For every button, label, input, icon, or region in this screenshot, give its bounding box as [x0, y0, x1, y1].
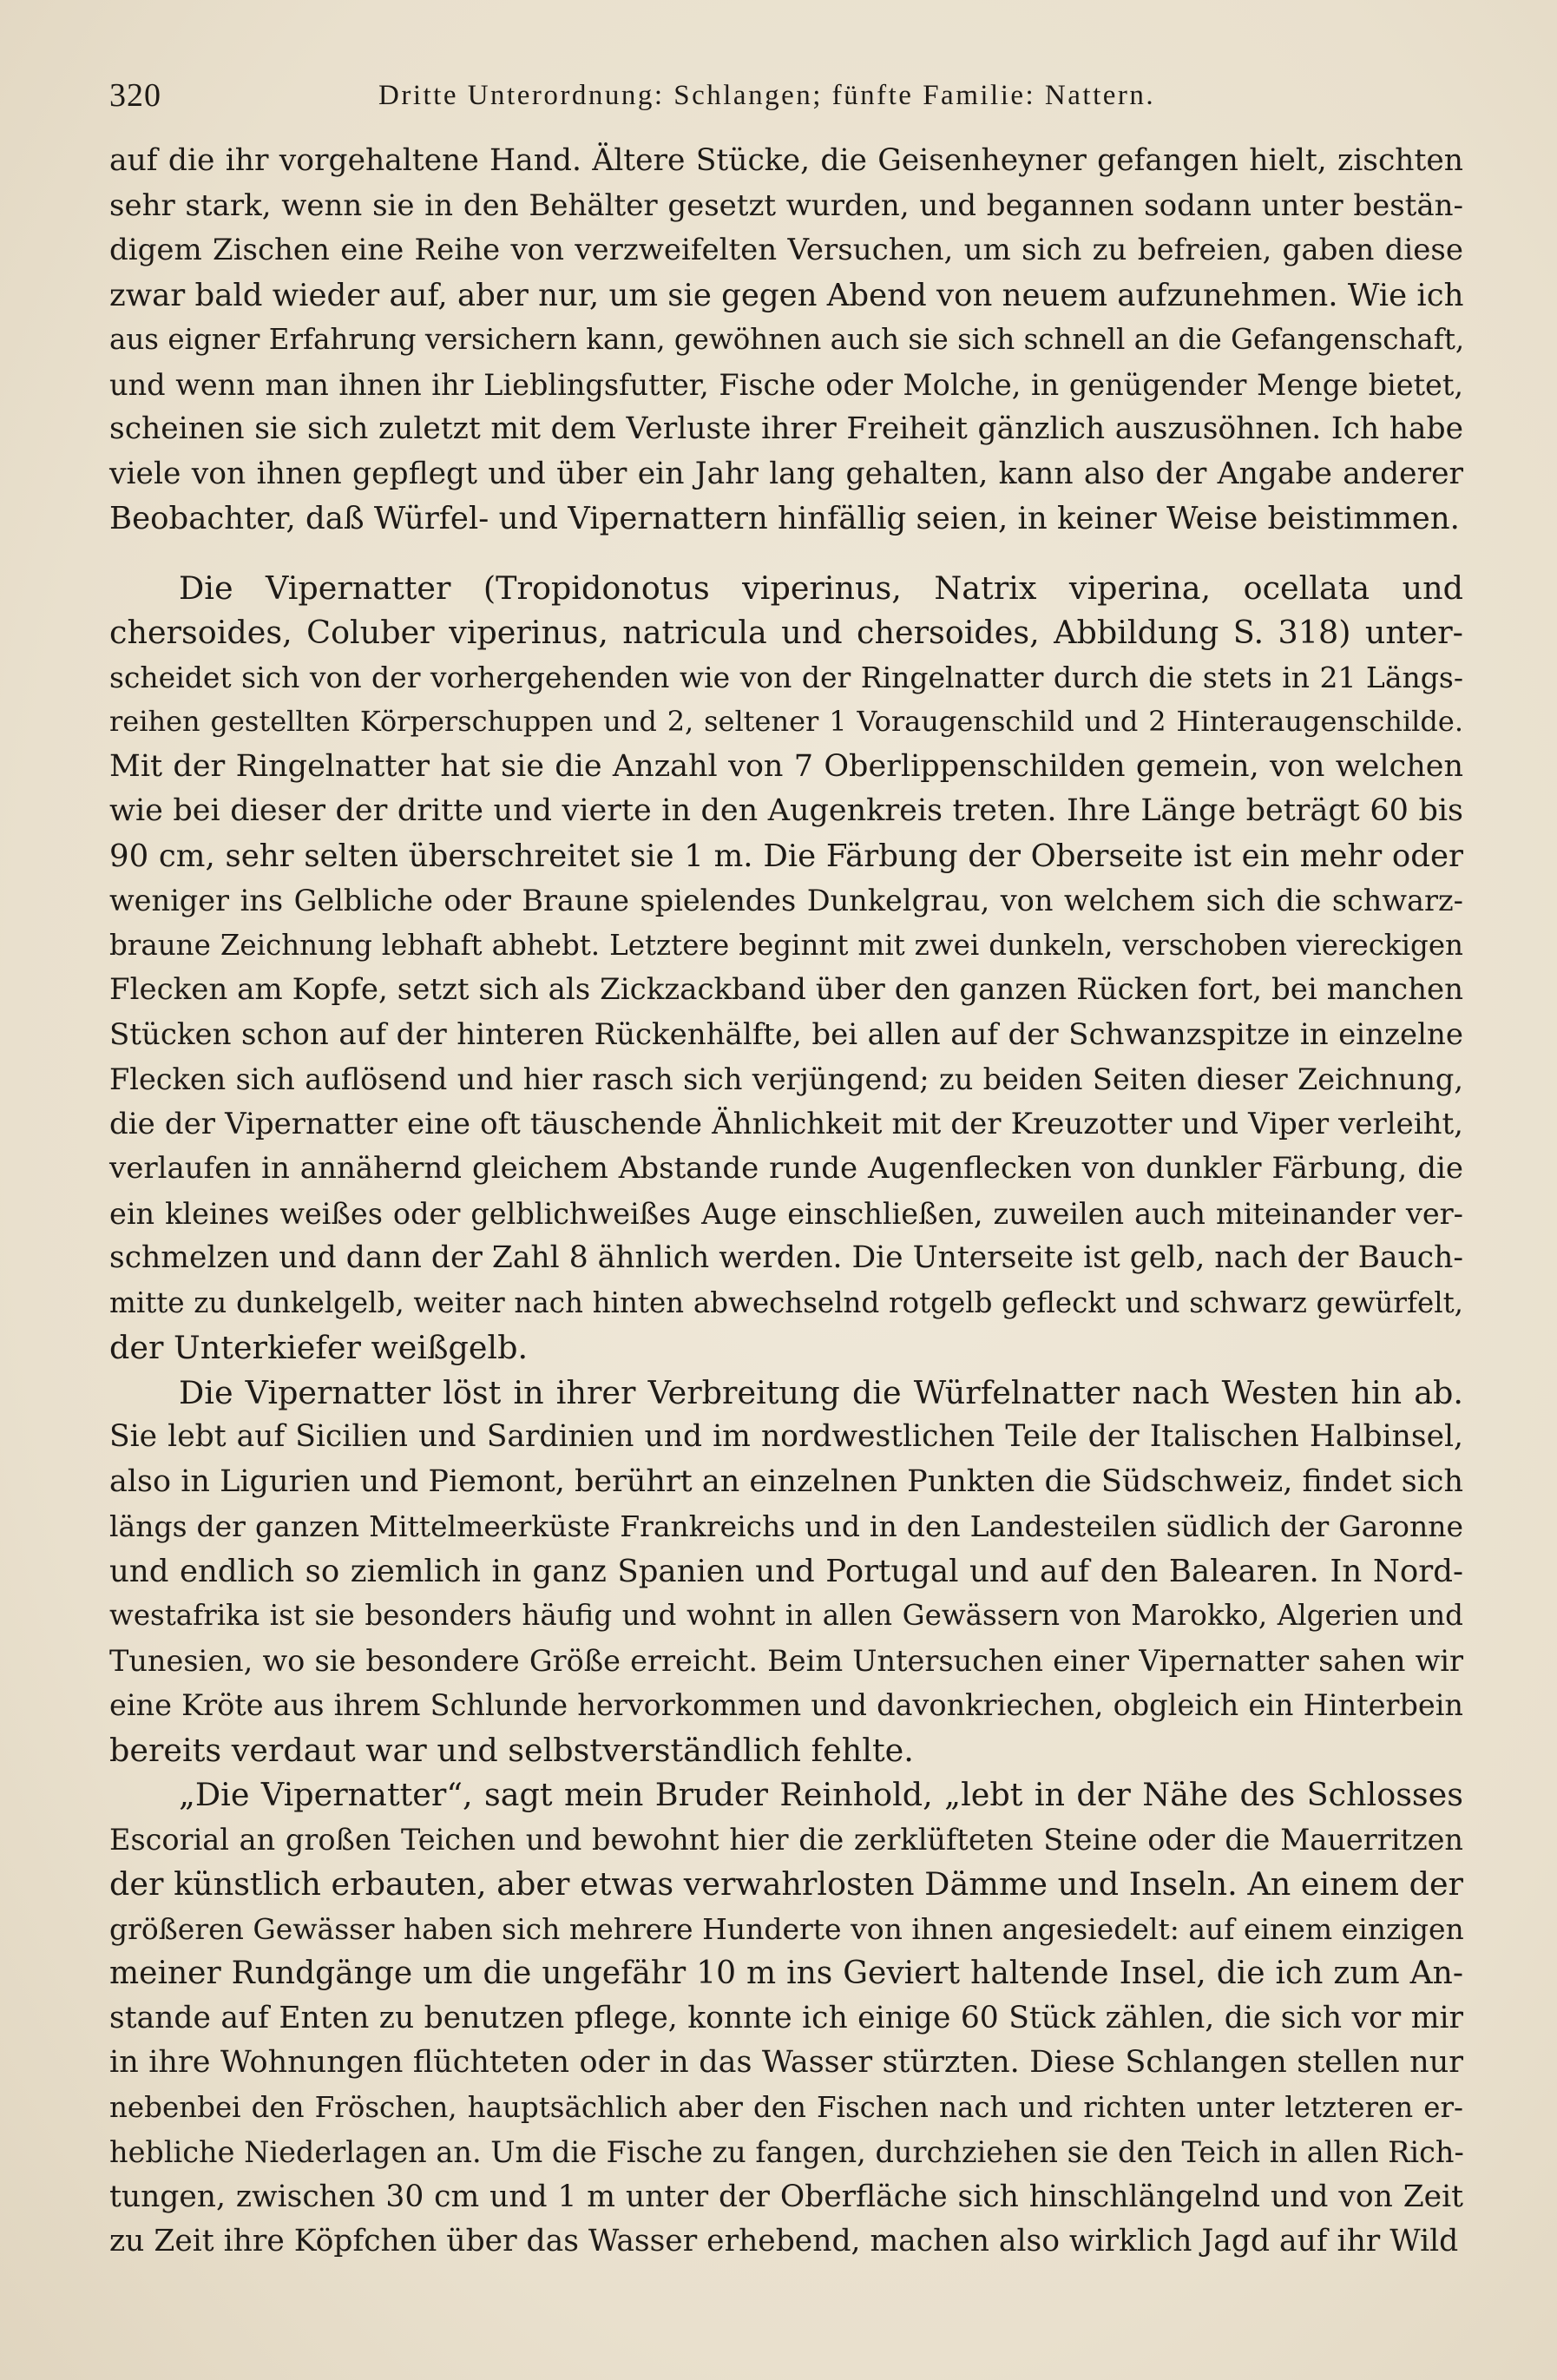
text-line: Die Vipernatter löst in ihrer Verbreitung die Würfelnatter nach Westen hin ab.: [179, 1373, 1463, 1411]
text-line: reihen gestellten Körperschuppen und 2, seltener 1 Voraugenschild und 2 Hinteraugenschilde.: [109, 705, 1463, 738]
paragraph: [109, 139, 1463, 542]
text-line: sehr stark, wenn sie in den Behälter gesetzt wurden, und begannen sodann unter bestän-: [109, 187, 1463, 223]
text-line: Beobachter, daß Würfel- und Vipernattern hinfällig seien, in keiner Weise beistimmen.: [109, 501, 1460, 536]
text-line: scheinen sie sich zuletzt mit dem Verluste ihrer Freiheit gänzlich auszusöhnen. Ich habe: [109, 411, 1463, 446]
text-line: und wenn man ihnen ihr Lieblingsfutter, Fische oder Molche, in genügender Menge bietet,: [109, 367, 1463, 402]
paragraph: [109, 1371, 1463, 1773]
text-line: weniger ins Gelbliche oder Braune spielendes Dunkelgrau, von welchem sich die schwarz-: [109, 884, 1463, 917]
text-line: Flecken sich auflösend und hier rasch sich verjüngend; zu beiden Seiten dieser Zeichnung,: [109, 1062, 1463, 1096]
text-line: Flecken am Kopfe, setzt sich als Zickzackband über den ganzen Rücken fort, bei manchen: [109, 972, 1463, 1007]
text-line: meiner Rundgänge um die ungefähr 10 m ins Geviert haltende Insel, die ich zum An-: [109, 1956, 1463, 1991]
text-line: Mit der Ringelnatter hat sie die Anzahl von 7 Oberlippenschilden gemein, von welchen: [109, 748, 1463, 784]
running-head: Dritte Unterordnung: Schlangen; fünfte Familie: Nattern.: [378, 80, 1156, 111]
text-line: in ihre Wohnungen flüchteten oder in das Wasser stürzten. Diese Schlangen stellen nur: [109, 2045, 1463, 2080]
text-line: stande auf Enten zu benutzen pflege, konnte ich einige 60 Stück zählen, die sich vor mir: [109, 2000, 1463, 2035]
text-line: braune Zeichnung lebhaft abhebt. Letztere beginnt mit zwei dunkeln, verschoben viereckigen: [109, 928, 1463, 962]
text-line: Sie lebt auf Sicilien und Sardinien und im nordwestlichen Teile der Italischen Halbinsel,: [109, 1419, 1463, 1454]
page-number: 320: [109, 77, 161, 114]
text-line: westafrika ist sie besonders häufig und wohnt in allen Gewässern von Marokko, Algerien und: [109, 1599, 1463, 1632]
text-line: der Unterkiefer weißgelb.: [109, 1329, 529, 1366]
text-line: schmelzen und dann der Zahl 8 ähnlich werden. Die Unterseite ist gelb, nach der Bauch-: [109, 1240, 1463, 1275]
paragraph-gap: [109, 542, 1463, 566]
text-line: also in Ligurien und Piemont, berührt an einzelnen Punkten die Südschweiz, findet sich: [109, 1463, 1463, 1499]
text-line: größeren Gewässer haben sich mehrere Hunderte von ihnen angesiedelt: auf einem einzigen: [109, 1911, 1464, 1946]
text-line: die der Vipernatter eine oft täuschende Ähnlichkeit mit der Kreuzotter und Viper verleiht,: [109, 1106, 1463, 1141]
text-line: „Die Vipernatter“, sagt mein Bruder Reinhold, „lebt in der Nähe des Schlosses: [179, 1776, 1463, 1813]
paragraph: [109, 566, 1463, 1371]
text-line: und endlich so ziemlich in ganz Spanien und Portugal und auf den Balearen. In Nord-: [109, 1553, 1463, 1589]
text-line: hebliche Niederlagen an. Um die Fische zu fangen, durchziehen sie den Teich in allen Rich-: [109, 2135, 1464, 2169]
text-line: ein kleines weißes oder gelblichweißes Auge einschließen, zuweilen auch miteinander ver-: [109, 1196, 1463, 1231]
text-line: bereits verdaut war und selbstverständlich fehlte.: [109, 1731, 914, 1769]
text-line: zwar bald wieder auf, aber nur, um sie gegen Abend von neuem aufzunehmen. Wie ich: [109, 277, 1464, 313]
text-line: tungen, zwischen 30 cm und 1 m unter der Oberfläche sich hinschlängelnd und von Zeit: [109, 2179, 1463, 2214]
text-line: Stücken schon auf der hinteren Rückenhälfte, bei allen auf der Schwanzspitze in einzelne: [109, 1016, 1463, 1052]
text-line: Die Vipernatter (Tropidonotus viperinus, Natrix viperina, ocellata und: [179, 569, 1463, 607]
text-line: der künstlich erbauten, aber etwas verwahrlosten Dämme und Inseln. An einem der: [109, 1865, 1463, 1903]
paragraph: [109, 1772, 1463, 2265]
text-line: mitte zu dunkelgelb, weiter nach hinten abwechselnd rotgelb gefleckt und schwarz gewürfelt,: [109, 1285, 1463, 1319]
text-line: Escorial an großen Teichen und bewohnt hier die zerklüfteten Steine oder die Mauerritzen: [109, 1822, 1463, 1857]
text-line: Tunesien, wo sie besondere Größe erreicht. Beim Untersuchen einer Vipernatter sahen wir: [109, 1643, 1463, 1678]
page-header: [109, 69, 1463, 122]
text-line: scheidet sich von der vorhergehenden wie von der Ringelnatter durch die stets in 21 Längs-: [109, 660, 1463, 694]
text-line: wie bei dieser der dritte und vierte in den Augenkreis treten. Ihre Länge beträgt 60 bis: [109, 793, 1463, 828]
text-line: 90 cm, sehr selten überschreitet sie 1 m. Die Färbung der Oberseite ist ein mehr oder: [109, 838, 1463, 874]
text-line: verlaufen in annähernd gleichem Abstande runde Augenflecken von dunkler Färbung, die: [109, 1151, 1463, 1186]
body-text: [109, 139, 1463, 2265]
text-line: digem Zischen eine Reihe von verzweifelten Versuchen, um sich zu befreien, gaben diese: [109, 233, 1463, 267]
text-line: chersoides, Coluber viperinus, natricula und chersoides, Abbildung S. 318) unter-: [109, 614, 1463, 651]
text-line: eine Kröte aus ihrem Schlunde hervorkommen und davonkriechen, obgleich ein Hinterbein: [109, 1688, 1463, 1722]
text-line: viele von ihnen gepflegt und über ein Jahr lang gehalten, kann also der Angabe anderer: [109, 456, 1463, 491]
text-line: nebenbei den Fröschen, hauptsächlich aber den Fischen nach und richten unter letzteren er-: [109, 2090, 1463, 2124]
text-line: auf die ihr vorgehaltene Hand. Ältere Stücke, die Geisenheyner gefangen hielt, zischten: [109, 143, 1463, 178]
text-line: längs der ganzen Mittelmeerküste Frankreichs und in den Landesteilen südlich der Garonne: [109, 1509, 1463, 1543]
text-line: zu Zeit ihre Köpfchen über das Wasser erhebend, machen also wirklich Jagd auf ihr Wild: [109, 2224, 1459, 2258]
text-line: aus eigner Erfahrung versichern kann, gewöhnen auch sie sich schnell an die Gefangenschaft,: [109, 323, 1465, 356]
